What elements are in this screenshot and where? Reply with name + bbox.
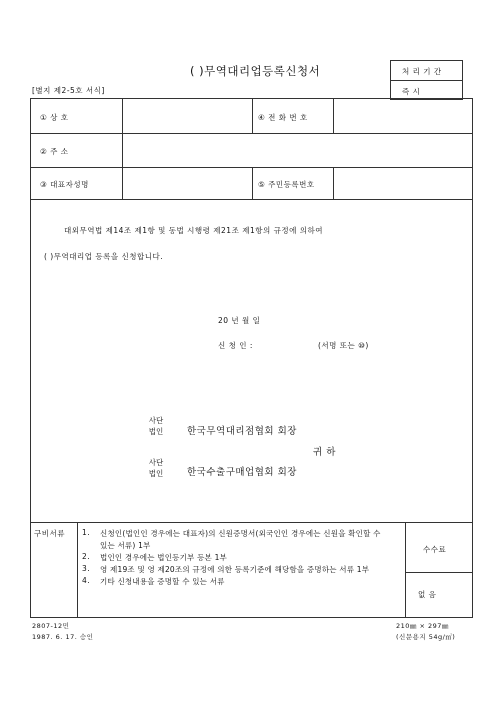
processing-period-label: 처 리 기 간 — [402, 67, 442, 76]
fee-value: 없 음 — [418, 590, 437, 599]
doc-4-num: 4. — [82, 576, 91, 585]
doc-3-num: 3. — [82, 564, 91, 573]
form-title: ( )무역대리업등록신청서 — [190, 64, 321, 78]
statement-line-1: 대외무역법 제14조 제1항 및 동법 시행령 제21조 제1항의 규정에 의하여 — [64, 226, 323, 235]
doc-1-num: 1. — [82, 528, 91, 537]
form-code: 2807-12민 — [32, 622, 70, 630]
documents-label: 구비서류 — [34, 529, 65, 538]
phone-field[interactable] — [335, 100, 471, 131]
doc-4-text: 기타 신청내용을 증명할 수 있는 서류 — [100, 577, 225, 586]
processing-period-value: 즉 시 — [402, 87, 421, 96]
honorific: 귀 하 — [313, 447, 336, 458]
corporation-type-2-bottom: 법인 — [148, 469, 164, 478]
addressee-2: 한국수출구매업협회 회장 — [187, 467, 297, 478]
signature-label: (서명 또는 ⑩) — [318, 341, 369, 350]
fee-label: 수수료 — [423, 545, 447, 554]
corporation-type-1 — [148, 415, 164, 437]
representative-field[interactable] — [124, 169, 250, 197]
resident-id-field[interactable] — [335, 169, 471, 197]
address-field[interactable] — [124, 135, 471, 165]
corporation-type-2-top: 사단 — [148, 458, 164, 467]
applicant-field[interactable] — [262, 336, 314, 350]
corporation-type-1-top: 사단 — [148, 416, 164, 425]
trade-name-field[interactable] — [124, 100, 250, 131]
resident-id-label: ⑤ 주민등록번호 — [258, 180, 315, 189]
doc-1-text: 신청인(법인인 경우에는 대표자)의 신원증명서(외국인인 경우에는 신원을 확인할 수 — [100, 529, 381, 538]
paper-size: 210㎜ × 297㎜ — [396, 622, 449, 630]
corporation-type-2 — [148, 457, 164, 479]
doc-1-text-cont: 있는 서류) 1부 — [100, 541, 151, 550]
statement-line-2: ( )무역대리업 등록을 신청합니다. — [44, 252, 164, 261]
approval-date: 1987. 6. 17. 승인 — [32, 633, 94, 641]
phone-label: ④ 전 화 번 호 — [258, 113, 308, 122]
corporation-type-1-bottom: 법인 — [148, 427, 164, 436]
form-reference: [별지 제2-5호 서식] — [32, 86, 105, 95]
addressee-1: 한국무역대리점협회 회장 — [187, 426, 297, 437]
date-line: 20 년 월 일 — [218, 316, 261, 325]
address-label: ② 주 소 — [40, 147, 69, 156]
paper-type: (신문용지 54g/㎡) — [396, 633, 456, 641]
trade-name-label: ① 상 호 — [40, 113, 69, 122]
representative-label: ③ 대표자성명 — [40, 180, 89, 189]
doc-2-num: 2. — [82, 552, 91, 561]
doc-3-text: 영 제19조 및 영 제20조의 규정에 의한 등록기준에 해당함을 증명하는 서류 1부 — [100, 565, 370, 574]
applicant-label: 신 청 인 : — [218, 341, 253, 350]
doc-2-text: 법인인 경우에는 법인등기부 등본 1부 — [100, 553, 227, 562]
